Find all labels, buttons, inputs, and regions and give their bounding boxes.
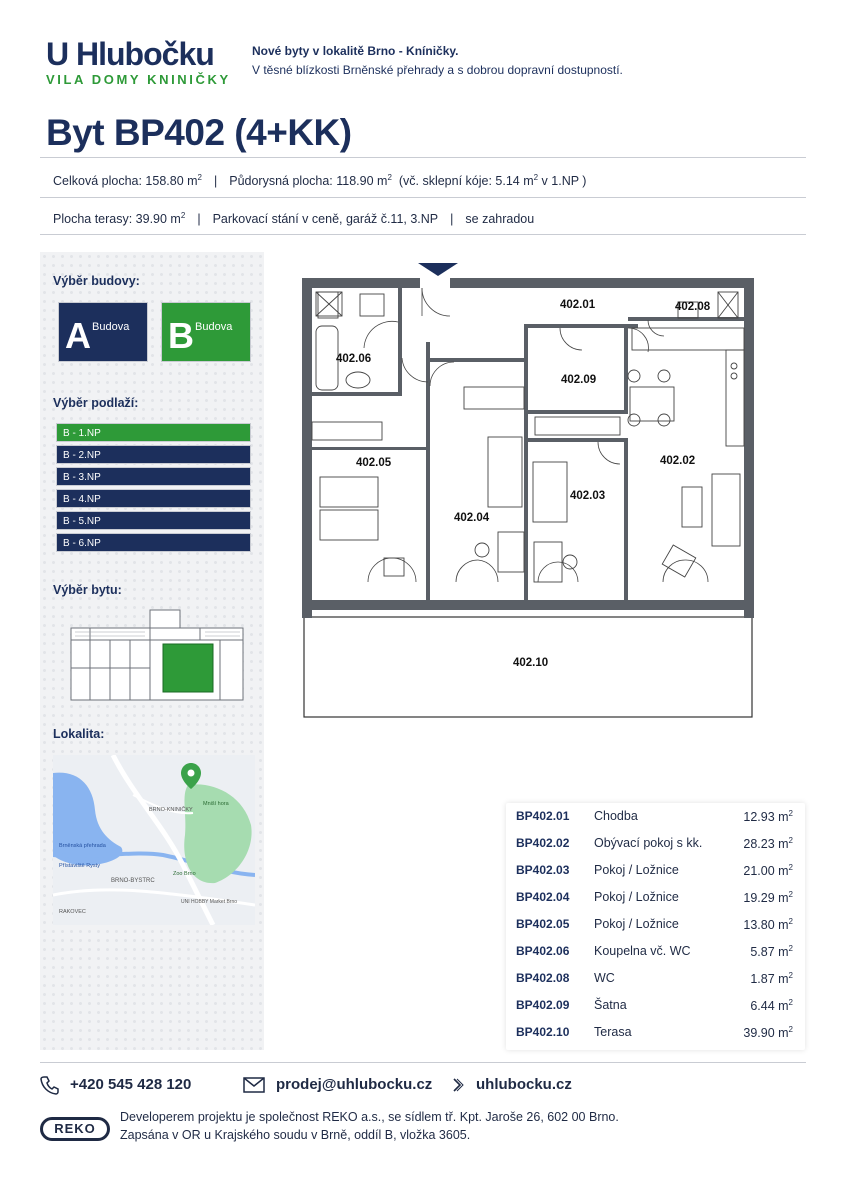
floor-area: Půdorysná plocha: 118.90 $m^2$ [229,173,392,189]
floor-label: Výběr podlaží: [53,396,139,410]
total-area: Celková plocha: 158.80 $m^2$ [53,173,202,189]
phone-link[interactable]: +420 545 428 120 [70,1076,192,1093]
room-area-table [506,803,805,1050]
logo-main-text: U Hlubočku [46,36,214,72]
table-row: BP402.02 Obývací pokoj s kk. 28.23 $m^2$ [516,836,793,852]
location-label: Lokalita: [53,727,105,741]
room-label-402-03: 402.03 [570,490,606,502]
divider [40,197,806,198]
interior-walls [312,288,744,600]
logo-sub-text: VILA DOMY KNINIČKY [46,72,231,87]
location-map[interactable] [53,755,255,925]
selected-unit-highlight[interactable] [163,644,213,692]
entrance-arrow-icon [418,263,458,276]
phone-icon [40,1075,60,1095]
floor-plan [298,262,758,722]
brand-logo[interactable] [46,38,246,87]
room-label-402-05: 402.05 [356,457,392,469]
email-link[interactable]: prodej@uhlubocku.cz [276,1076,433,1093]
map-label-port: Přístaviště Rysty [59,863,100,869]
unit-selector-plan[interactable] [70,608,245,703]
chevron-right-icon [452,1078,464,1092]
room-label-402-04: 402.04 [454,512,490,524]
table-row: BP402.04 Pokoj / Ložnice 19.29 $m^2$ [516,890,793,906]
map-label-rakovec: RAKOVEC [59,909,86,915]
reko-logo: REKO [40,1117,110,1141]
room-label-402-08: 402.08 [675,301,711,313]
floor-button-3np[interactable]: B - 3.NP [56,467,251,486]
floor-button-4np[interactable]: B - 4.NP [56,489,251,508]
divider [40,234,806,235]
parking-info: Parkovací stání v ceně, garáž č.11, 3.NP [212,212,439,227]
table-row: BP402.03 Pokoj / Ložnice 21.00 $m^2$ [516,863,793,879]
table-row: BP402.01 Chodba 12.93 $m^2$ [516,809,793,825]
map-label-lake: Brněnská přehrada [59,843,106,849]
terrace-area: Plocha terasy: 39.90 $m^2$ [53,211,186,227]
room-label-402-09: 402.09 [561,374,597,386]
floor-button-1np[interactable]: B - 1.NP [56,423,251,442]
floor-button-5np[interactable]: B - 5.NP [56,511,251,530]
email-icon [243,1077,265,1093]
map-label-bystrc: BRNO-BYSTRC [111,878,155,884]
developer-info: Developerem projektu je společnost REKO a.s., se sídlem tř. Kpt. Jaroše 26, 602 00 Brno. Zapsána v OR u Krajského soudu v Brně, oddíl B, vložka 3605. [120,1110,619,1142]
web-link[interactable]: uhlubocku.cz [476,1076,572,1093]
tagline-text: V těsné blízkosti Brněnské přehrady a s dobrou dopravní dostupností. [252,63,623,77]
tagline [252,42,623,80]
floor-button-2np[interactable]: B - 2.NP [56,445,251,464]
footer-divider [40,1062,806,1063]
room-label-402-02: 402.02 [660,455,696,467]
divider [40,157,806,158]
map-label-forest: Mniší hora [203,801,229,807]
table-row: BP402.10 Terasa 39.90 $m^2$ [516,1025,793,1041]
map-label-shop: UNI HOBBY Market Brno [181,899,238,905]
table-row: BP402.05 Pokoj / Ložnice 13.80 $m^2$ [516,917,793,933]
table-row: BP402.08 WC 1.87 $m^2$ [516,971,793,987]
building-b-button[interactable]: B Budova [161,302,251,362]
table-row: BP402.06 Koupelna vč. WC 5.87 $m^2$ [516,944,793,960]
terrace-info-row: Plocha terasy: 39.90 $m^2$ | Parkovací stání v ceně, garáž č.11, 3.NP | se zahradou [53,211,535,227]
garden-info: se zahradou [465,212,535,227]
room-label-402-01: 402.01 [560,299,596,311]
building-a-button[interactable]: A Budova [58,302,148,362]
building-label: Výběr budovy: [53,274,140,288]
area-info-row: Celková plocha: 158.80 $m^2$ | Půdorysná plocha: 118.90 $m^2$ (vč. sklepní kóje: 5.14 $m^2$ v 1.NP ) [53,173,587,189]
map-label-zoo: Zoo Brno [173,871,196,877]
page-title: Byt BP402 (4+KK) [46,112,352,153]
sidebar [40,252,264,1050]
tagline-bold: Nové byty v lokalitě Brno - Kníničky. [252,44,459,58]
unit-label: Výběr bytu: [53,583,122,597]
cellar-area: (vč. sklepní kóje: 5.14 $m^2$ v 1.NP ) [398,173,587,189]
table-row: BP402.09 Šatna 6.44 $m^2$ [516,998,793,1014]
room-label-402-10: 402.10 [513,657,549,669]
map-label-kninicky: BRNO-KNINIČKY [149,807,193,813]
floor-button-6np[interactable]: B - 6.NP [56,533,251,552]
room-label-402-06: 402.06 [336,353,372,365]
